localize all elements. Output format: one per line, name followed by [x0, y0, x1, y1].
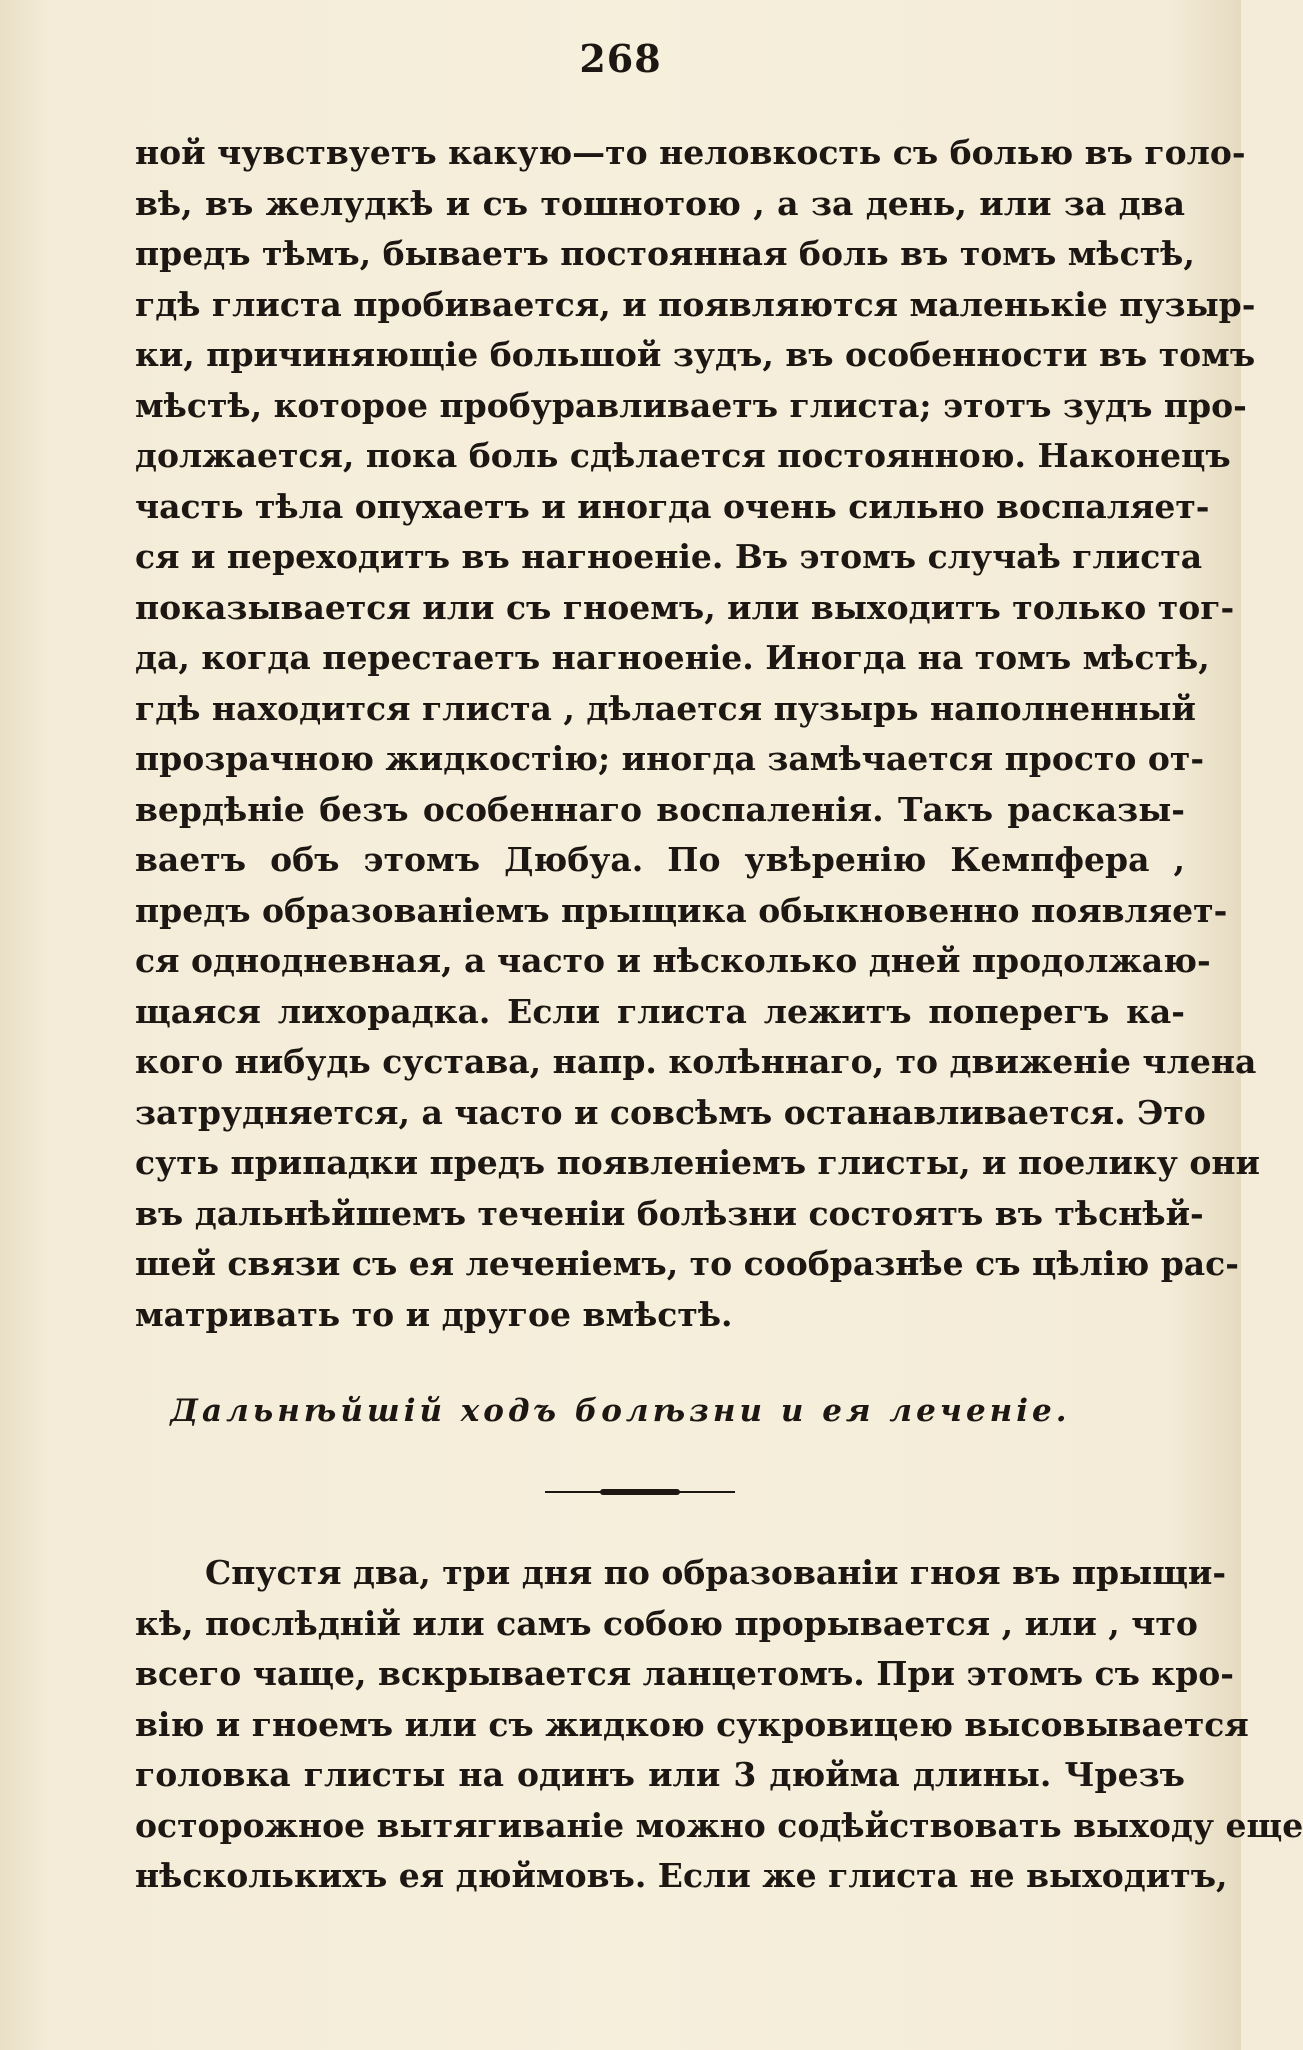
ornamental-rule: [545, 1488, 735, 1496]
page-number: 268: [579, 36, 662, 81]
text-line: да, когда перестаетъ нагноеніе. Иногда на томъ мѣстѣ,: [135, 638, 1210, 677]
text-line: предъ образованіемъ прыщика обыкновенно появляет-: [135, 890, 1228, 930]
text-line: суть припадки предъ появленіемъ глисты, и поелику они: [135, 1143, 1261, 1182]
text-line: осторожное вытягиваніе можно содѣйствовать выходу еще: [135, 1805, 1303, 1845]
text-line: мѣстѣ, которое пробуравливаетъ глиста; этотъ зудъ про-: [135, 385, 1247, 425]
text-line: прозрачною жидкостію; иногда замѣчается просто от-: [135, 739, 1205, 778]
text-line: щаяся лихорадка. Если глиста лежитъ поперегъ ка-: [135, 991, 1185, 1031]
text-line: матривать то и другое вмѣстѣ.: [135, 1294, 733, 1334]
text-line: всего чаще, вскрывается ланцетомъ. При этомъ съ кро-: [135, 1654, 1235, 1693]
text-line: предъ тѣмъ, бываетъ постоянная боль въ томъ мѣстѣ,: [135, 234, 1195, 273]
text-line: шей связи съ ея леченіемъ, то сообразнѣе съ цѣлію рас-: [135, 1244, 1239, 1283]
text-line: затрудняется, а часто и совсѣмъ останавливается. Это: [135, 1092, 1206, 1132]
text-line: гдѣ находится глиста , дѣлается пузырь наполненный: [135, 688, 1196, 728]
text-line: должается, пока боль сдѣлается постоянною. Наконецъ: [135, 436, 1231, 475]
text-line: ваетъ объ этомъ Дюбуа. По увѣренію Кемпфера ,: [135, 840, 1185, 879]
paragraph-treatment: [135, 1548, 1303, 1902]
text-line: ки, причиняющіе большой зудъ, въ особенности въ томъ: [135, 335, 1256, 374]
text-line: нѣсколькихъ ея дюймовъ. Если же глиста не выходитъ,: [135, 1856, 1228, 1895]
paragraph-symptoms: [135, 128, 1261, 1340]
section-heading: Дальнѣйшій ходъ болѣзни и ея леченіе.: [170, 1393, 1071, 1429]
text-line: вѣ, въ желудкѣ и съ тошнотою , а за день, или за два: [135, 183, 1185, 223]
text-line: головка глисты на одинъ или 3 дюйма длины. Чрезъ: [135, 1755, 1185, 1794]
text-line: ной чувствуетъ какую—то неловкость съ болью въ голо-: [135, 133, 1246, 172]
text-line: ся однодневная, а часто и нѣсколько дней продолжаю-: [135, 941, 1211, 980]
text-line: гдѣ глиста пробивается, и появляются маленькіе пузыр-: [135, 284, 1256, 324]
text-line: въ дальнѣйшемъ теченіи болѣзни состоятъ въ тѣснѣй-: [135, 1193, 1204, 1233]
text-line: часть тѣла опухаетъ и иногда очень сильно воспаляет-: [135, 486, 1210, 526]
text-line: ся и переходитъ въ нагноеніе. Въ этомъ случаѣ глиста: [135, 537, 1203, 576]
ornament-center: [600, 1489, 680, 1495]
text-line: вію и гноемъ или съ жидкою сукровицею высовывается: [135, 1704, 1249, 1744]
text-line: вердѣніе безъ особеннаго воспаленія. Такъ расказы-: [135, 789, 1185, 829]
text-line: кѣ, послѣдній или самъ собою прорывается , или , что: [135, 1603, 1198, 1643]
text-line: Спустя два, три дня по образованіи гноя въ прыщи-: [205, 1553, 1227, 1592]
text-line: кого нибудь сустава, напр. колѣннаго, то движеніе члена: [135, 1042, 1257, 1081]
text-line: показывается или съ гноемъ, или выходитъ только тог-: [135, 587, 1235, 627]
